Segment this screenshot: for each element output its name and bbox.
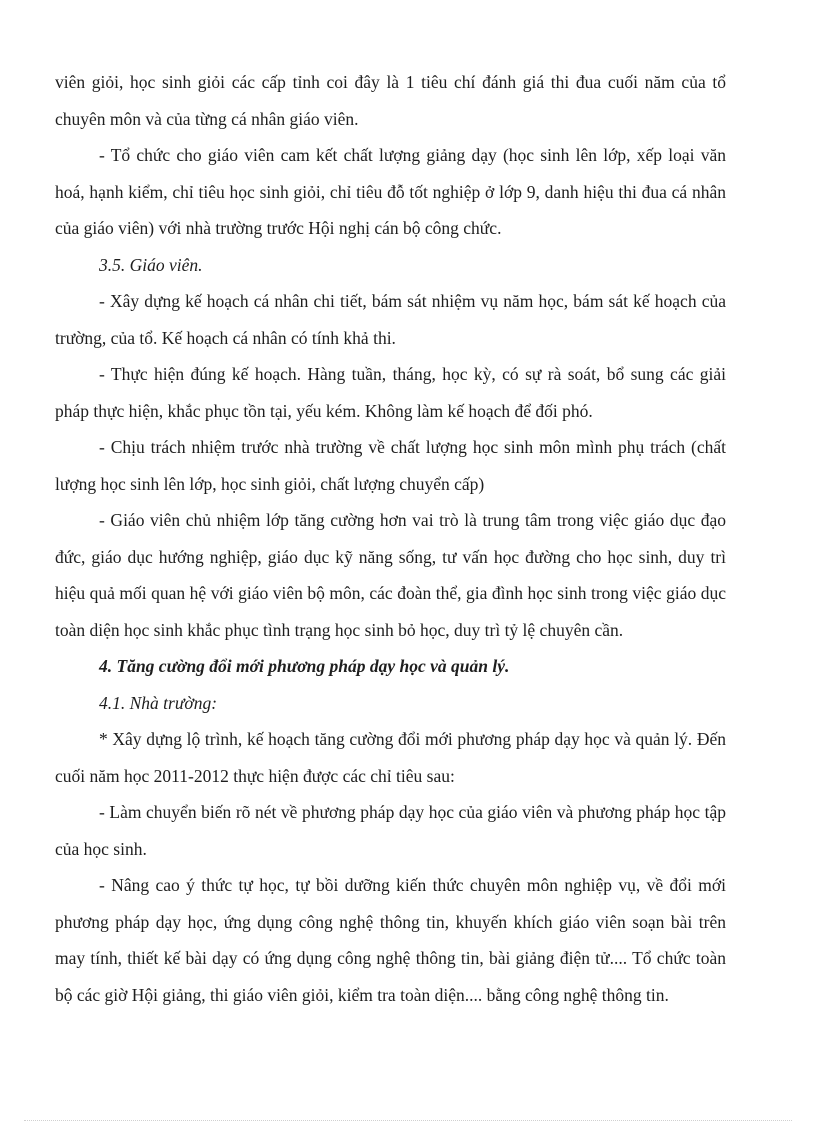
section-heading-4-1: 4.1. Nhà trường: [99, 692, 218, 713]
paragraph-self-study: - Nâng cao ý thức tự học, tự bồi dưỡng kiến thức chuyên môn nghiệp vụ, về đổi mới phương pháp dạy học, ứng dụng công nghệ thông tin, khuyến khích giáo viên soạn bài trên may tính, thiết kế bài dạy có ứng dụng công nghệ thông tin, bài giảng điện tử.... Tổ chức toàn bộ các giờ Hội giảng, thi giáo viên giỏi, kiểm tra toàn diện.... bằng công nghệ thông tin. [55, 875, 726, 1005]
page-bottom-divider [24, 1120, 792, 1121]
paragraph-roadmap: * Xây dựng lộ trình, kế hoạch tăng cường đổi mới phương pháp dạy học và quản lý. Đến cuối năm học 2011-2012 thực hiện được các chỉ tiêu sau: [55, 729, 726, 786]
paragraph-follow-plan: - Thực hiện đúng kế hoạch. Hàng tuần, tháng, học kỳ, có sự rà soát, bổ sung các giải pháp thực hiện, khắc phục tồn tại, yếu kém. Không làm kế hoạch để đối phó. [55, 364, 726, 421]
document-body [55, 64, 726, 1013]
paragraph-teacher-commitment: - Tổ chức cho giáo viên cam kết chất lượng giảng dạy (học sinh lên lớp, xếp loại văn hoá, hạnh kiểm, chỉ tiêu học sinh giỏi, chỉ tiêu đỗ tốt nghiệp ở lớp 9, danh hiệu thi đua cá nhân của giáo viên) với nhà trường trước Hội nghị cán bộ công chức. [55, 145, 726, 238]
paragraph-method-change: - Làm chuyển biến rõ nét về phương pháp dạy học của giáo viên và phương pháp học tập của học sinh. [55, 802, 726, 859]
section-heading-3-5: 3.5. Giáo viên. [99, 254, 203, 275]
paragraph-responsibility: - Chịu trách nhiệm trước nhà trường về chất lượng học sinh môn mình phụ trách (chất lượng học sinh lên lớp, học sinh giỏi, chất lượng chuyển cấp) [55, 437, 726, 494]
paragraph-continuation: viên giỏi, học sinh giỏi các cấp tỉnh coi đây là 1 tiêu chí đánh giá thi đua cuối năm của tổ chuyên môn và của từng cá nhân giáo viên. [55, 72, 726, 129]
paragraph-homeroom-teacher: - Giáo viên chủ nhiệm lớp tăng cường hơn vai trò là trung tâm trong việc giáo dục đạo đức, giáo dục hướng nghiệp, giáo dục kỹ năng sống, tư vấn học đường cho học sinh, duy trì hiệu quả mối quan hệ với giáo viên bộ môn, các đoàn thể, gia đình học sinh trong việc giáo dục toàn diện học sinh khắc phục tình trạng học sinh bỏ học, duy trì tỷ lệ chuyên cần. [55, 510, 726, 640]
paragraph-personal-plan: - Xây dựng kế hoạch cá nhân chi tiết, bám sát nhiệm vụ năm học, bám sát kế hoạch của trường, của tổ. Kế hoạch cá nhân có tính khả thi. [55, 291, 726, 348]
section-heading-4: 4. Tăng cường đổi mới phương pháp dạy học và quản lý. [99, 656, 510, 676]
